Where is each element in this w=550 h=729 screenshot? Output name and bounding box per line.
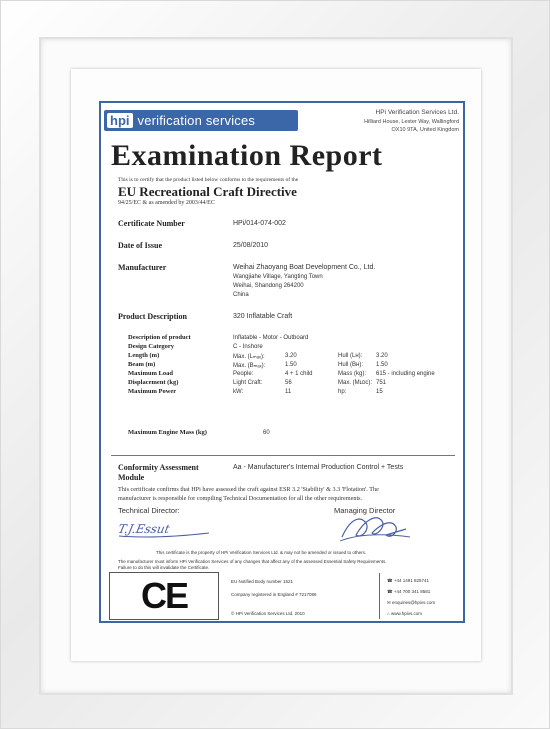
power-hp-value: 15 bbox=[376, 389, 383, 395]
certificate bbox=[99, 101, 465, 623]
directive-ref: 94/25/EC & as amended by 2003/44/EC bbox=[118, 200, 215, 206]
disp-light-value: 56 bbox=[285, 380, 292, 386]
intro-text: This is to certify that the product listed below conforms to the requirements of the bbox=[118, 177, 299, 183]
fax-number: +44 700 341 8581 bbox=[393, 589, 431, 594]
length-max-key: Max. (Lₘₐₓ): bbox=[233, 354, 265, 360]
disp-light-key: Light Craft: bbox=[233, 380, 263, 386]
address-line-2: OX10 9TA, United Kingdom bbox=[391, 127, 459, 133]
web-row bbox=[387, 611, 422, 616]
displacement-label: Displacement (kg) bbox=[128, 379, 179, 386]
load-mass-value: 615 - including engine bbox=[376, 371, 435, 377]
beam-label: Beam (m) bbox=[128, 361, 156, 368]
length-hull-key: Hull (Lʜ): bbox=[338, 353, 363, 359]
beam-hull-key: Hull (Bʜ): bbox=[338, 362, 363, 368]
certificate-number-value: HPi/014-074-002 bbox=[233, 220, 286, 227]
inform-note-2: Failure to do this will invalidate the Certificate. bbox=[118, 565, 210, 570]
email-row bbox=[387, 600, 435, 606]
length-max-value: 3.20 bbox=[285, 353, 297, 359]
managing-director-signature bbox=[336, 511, 416, 545]
design-category-label: Design Category bbox=[128, 343, 175, 350]
logo-hpi: hpi bbox=[107, 113, 133, 128]
address-line-1: Hilliard House, Lester Way, Wallingford bbox=[364, 119, 459, 125]
beam-max-key: Max. (Bₘₐₓ): bbox=[233, 363, 266, 369]
load-people-value: 4 + 1 child bbox=[285, 371, 313, 377]
date-of-issue-label: Date of Issue bbox=[118, 241, 162, 250]
design-category-value: C - Inshore bbox=[233, 344, 263, 350]
email-address: enquiries@hpivs.com bbox=[392, 600, 436, 605]
description-label: Description of product bbox=[128, 334, 191, 341]
company-registered: Company registered in England # 7217086 bbox=[231, 592, 317, 597]
hpi-logo bbox=[104, 110, 298, 131]
disp-max-key: Max. (Mʟᴅᴄ): bbox=[338, 380, 373, 386]
disp-max-value: 751 bbox=[376, 380, 387, 386]
fax-row bbox=[387, 589, 430, 595]
engine-mass-label: Maximum Engine Mass (kg) bbox=[128, 429, 207, 436]
beam-hull-value: 1.50 bbox=[376, 362, 388, 368]
manufacturer-address-2: Weihai, Shandong 264200 bbox=[233, 283, 304, 289]
manufacturer-address-1: Wangjiahe Village, Yangting Town bbox=[233, 274, 323, 280]
page-title: Examination Report bbox=[111, 139, 383, 172]
power-hp-key: hp: bbox=[338, 389, 347, 395]
manufacturer-label: Manufacturer bbox=[118, 263, 167, 272]
notified-body: EU Notified Body number 1521 bbox=[231, 579, 294, 584]
copyright: © HPi Verification Services Ltd. 2010 bbox=[231, 611, 305, 616]
directive-name: EU Recreational Craft Directive bbox=[118, 184, 297, 199]
technical-signature-text: T.J.Essut bbox=[117, 522, 172, 536]
email-icon: ✉ bbox=[387, 600, 391, 605]
length-hull-value: 3.20 bbox=[376, 353, 388, 359]
conformity-label-module: Module bbox=[118, 473, 145, 482]
certificate-number-label: Certificate Number bbox=[118, 219, 185, 228]
manufacturer-name: Weihai Zhaoyang Boat Development Co., Ltd. bbox=[233, 264, 376, 271]
maximum-power-label: Maximum Power bbox=[128, 388, 177, 395]
conformity-statement-2: manufacturer is responsible for compiling Technical Documentation for all the other requirements. bbox=[118, 495, 363, 502]
conformity-statement-1: This certificate confirms that HPi have assessed the craft against ESR 3.2 'Stability' & 3.3 'Flotation'. The bbox=[118, 486, 379, 493]
logo-text: verification services bbox=[137, 113, 256, 128]
product-description-label: Product Description bbox=[118, 312, 187, 321]
power-kw-value: 11 bbox=[285, 389, 292, 395]
web-address: www.hpivs.com bbox=[390, 611, 422, 616]
conformity-value: Aa - Manufacturer's Internal Production Control + Tests bbox=[233, 464, 404, 471]
technical-director-signature bbox=[117, 516, 217, 540]
managing-director-label: Managing Director bbox=[334, 506, 396, 515]
ce-mark-box bbox=[109, 572, 219, 620]
beam-max-value: 1.50 bbox=[285, 362, 297, 368]
web-icon: ⌂ bbox=[387, 611, 390, 616]
divider bbox=[111, 455, 455, 456]
engine-mass-value: 60 bbox=[263, 430, 270, 436]
phone-row bbox=[387, 578, 429, 584]
phone-number: +44 1491 825741 bbox=[393, 578, 430, 583]
phone-icon: ☎ bbox=[387, 578, 393, 583]
conformity-label: Conformity Assessment bbox=[118, 463, 199, 472]
description-value: Inflatable - Motor - Outboard bbox=[233, 335, 309, 341]
product-description-value: 320 Inflatable Craft bbox=[233, 313, 293, 320]
footer-divider bbox=[379, 573, 380, 619]
date-of-issue-value: 25/08/2010 bbox=[233, 242, 269, 249]
power-kw-key: kW: bbox=[233, 389, 244, 395]
load-mass-key: Mass (kg): bbox=[338, 371, 367, 377]
manufacturer-address-3: China bbox=[233, 292, 249, 298]
technical-director-label: Technical Director: bbox=[118, 506, 180, 515]
maximum-load-label: Maximum Load bbox=[128, 370, 173, 377]
load-people-key: People: bbox=[233, 371, 254, 377]
fax-icon: ☎ bbox=[387, 589, 393, 594]
property-note: This certificate is the property of HPi Verification Services Ltd. & may not be amended or issued to others. bbox=[156, 550, 367, 555]
inform-note-1: The manufacturer must inform HPi Verification Services of any changes that affect any of the assessed Essential Safety Requirements. bbox=[118, 559, 387, 564]
ce-mark: CE bbox=[140, 575, 187, 616]
length-label: Length (m) bbox=[128, 352, 160, 359]
company-name: HPi Verification Services Ltd. bbox=[375, 109, 459, 116]
